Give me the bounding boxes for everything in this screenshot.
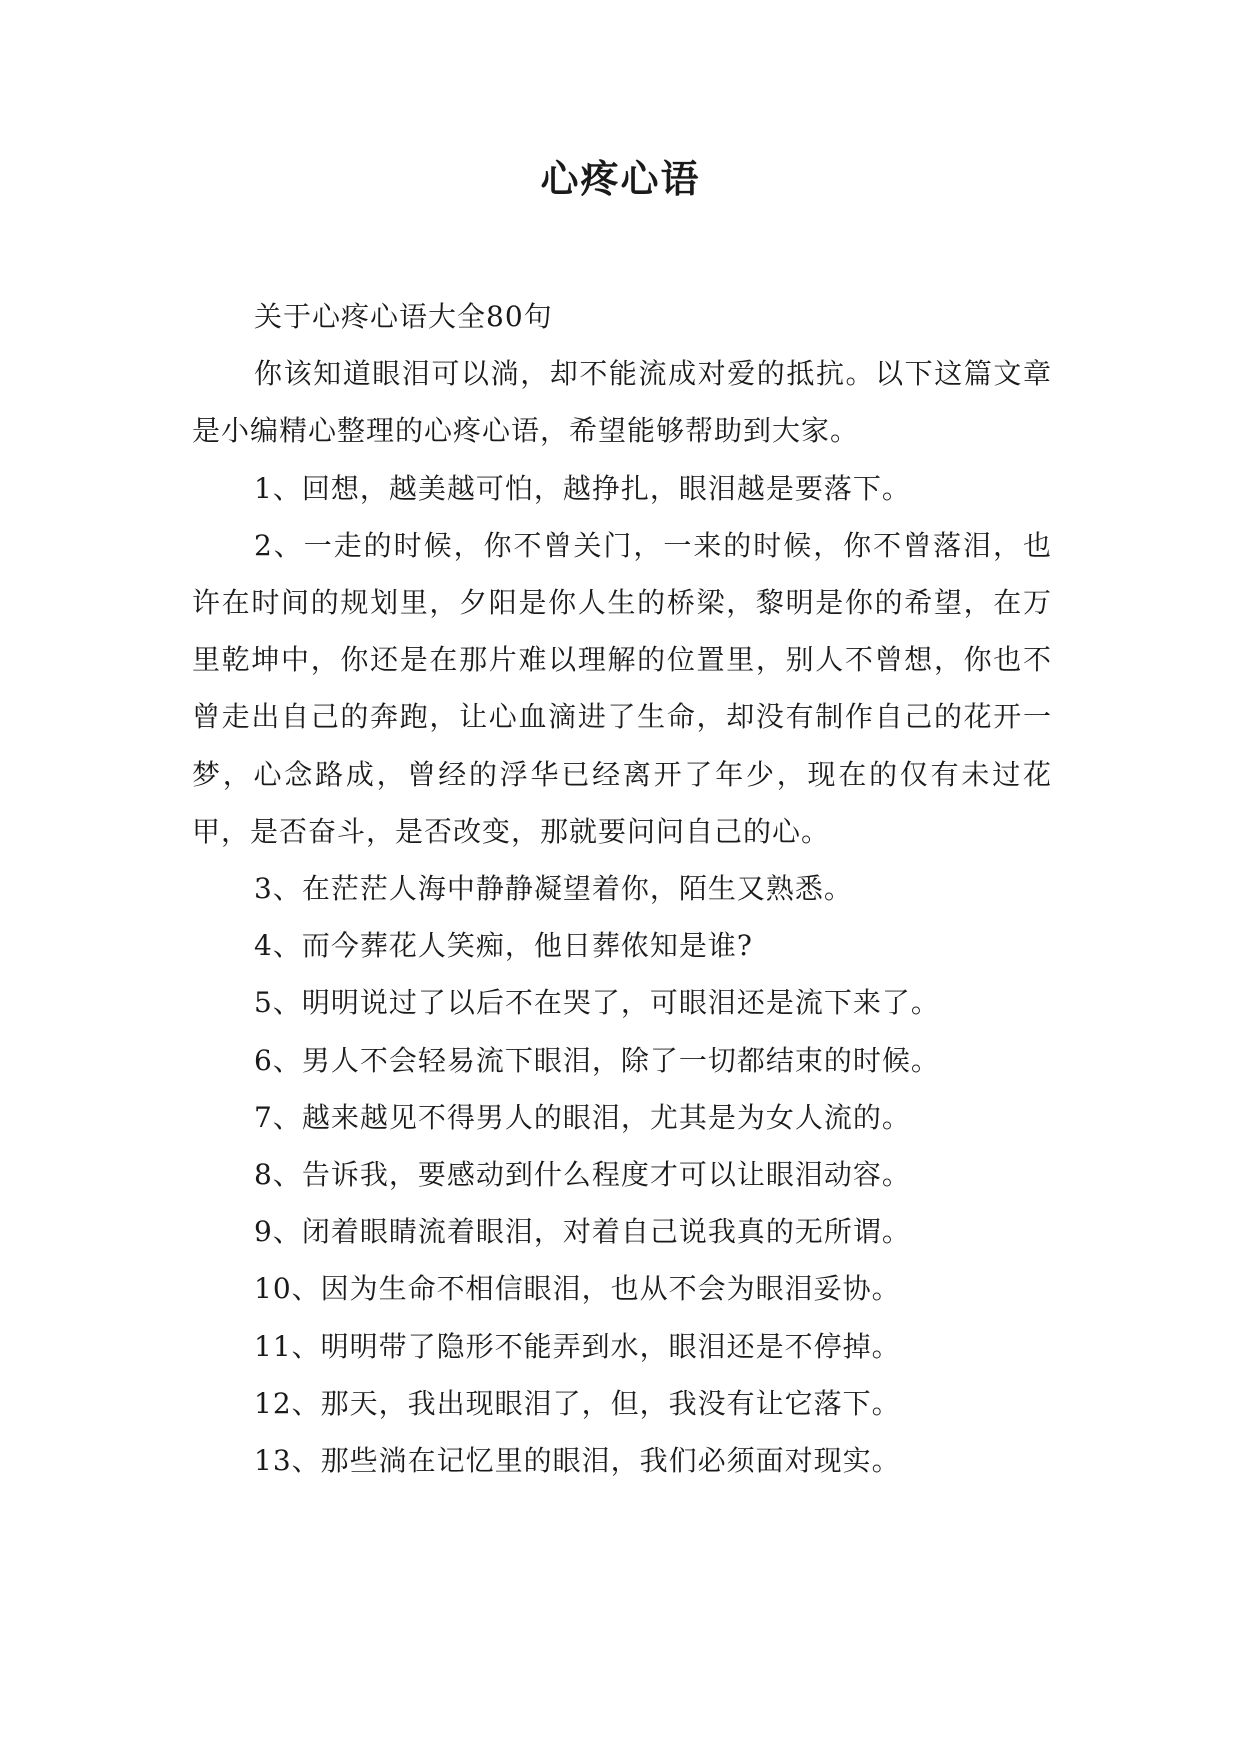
intro-paragraph: 你该知道眼泪可以淌，却不能流成对爱的抵抗。以下这篇文章是小编精心整理的心疼心语，希望能够帮助到大家。 bbox=[192, 357, 1052, 448]
subtitle-paragraph: 关于心疼心语大全80句 bbox=[254, 300, 553, 333]
page-title: 心疼心语 bbox=[540, 156, 701, 201]
document-body bbox=[192, 288, 1052, 1489]
list-item: 13、那些淌在记忆里的眼泪，我们必须面对现实。 bbox=[254, 1444, 901, 1478]
list-item: 10、因为生命不相信眼泪，也从不会为眼泪妥协。 bbox=[254, 1272, 901, 1306]
list-item: 4、而今葬花人笑痴，他日葬侬知是谁? bbox=[254, 929, 753, 963]
list-item: 7、越来越见不得男人的眼泪，尤其是为女人流的。 bbox=[254, 1100, 911, 1134]
list-item: 12、那天，我出现眼泪了，但，我没有让它落下。 bbox=[254, 1386, 901, 1420]
list-item: 11、明明带了隐形不能弄到水，眼泪还是不停掉。 bbox=[254, 1329, 901, 1363]
list-item: 8、告诉我，要感动到什么程度才可以让眼泪动容。 bbox=[254, 1158, 911, 1192]
list-item: 9、闭着眼睛流着眼泪，对着自己说我真的无所谓。 bbox=[254, 1215, 911, 1249]
list-item: 2、一走的时候，你不曾关门，一来的时候，你不曾落泪，也许在时间的规划里，夕阳是你人生的桥梁，黎明是你的希望，在万里乾坤中，你还是在那片难以理解的位置里，别人不曾想，你也不曾走出自己的奔跑，让心血滴进了生命，却没有制作自己的花开一梦，心念路成，曾经的浮华已经离开了年少，现在的仅有未过花甲，是否奋斗，是否改变，那就要问问自己的心。 bbox=[192, 528, 1052, 848]
list-item: 3、在茫茫人海中静静凝望着你，陌生又熟悉。 bbox=[254, 872, 853, 906]
list-item: 5、明明说过了以后不在哭了，可眼泪还是流下来了。 bbox=[254, 986, 940, 1020]
list-item: 6、男人不会轻易流下眼泪，除了一切都结束的时候。 bbox=[254, 1043, 940, 1077]
list-item: 1、回想，越美越可怕，越挣扎，眼泪越是要落下。 bbox=[254, 471, 911, 505]
